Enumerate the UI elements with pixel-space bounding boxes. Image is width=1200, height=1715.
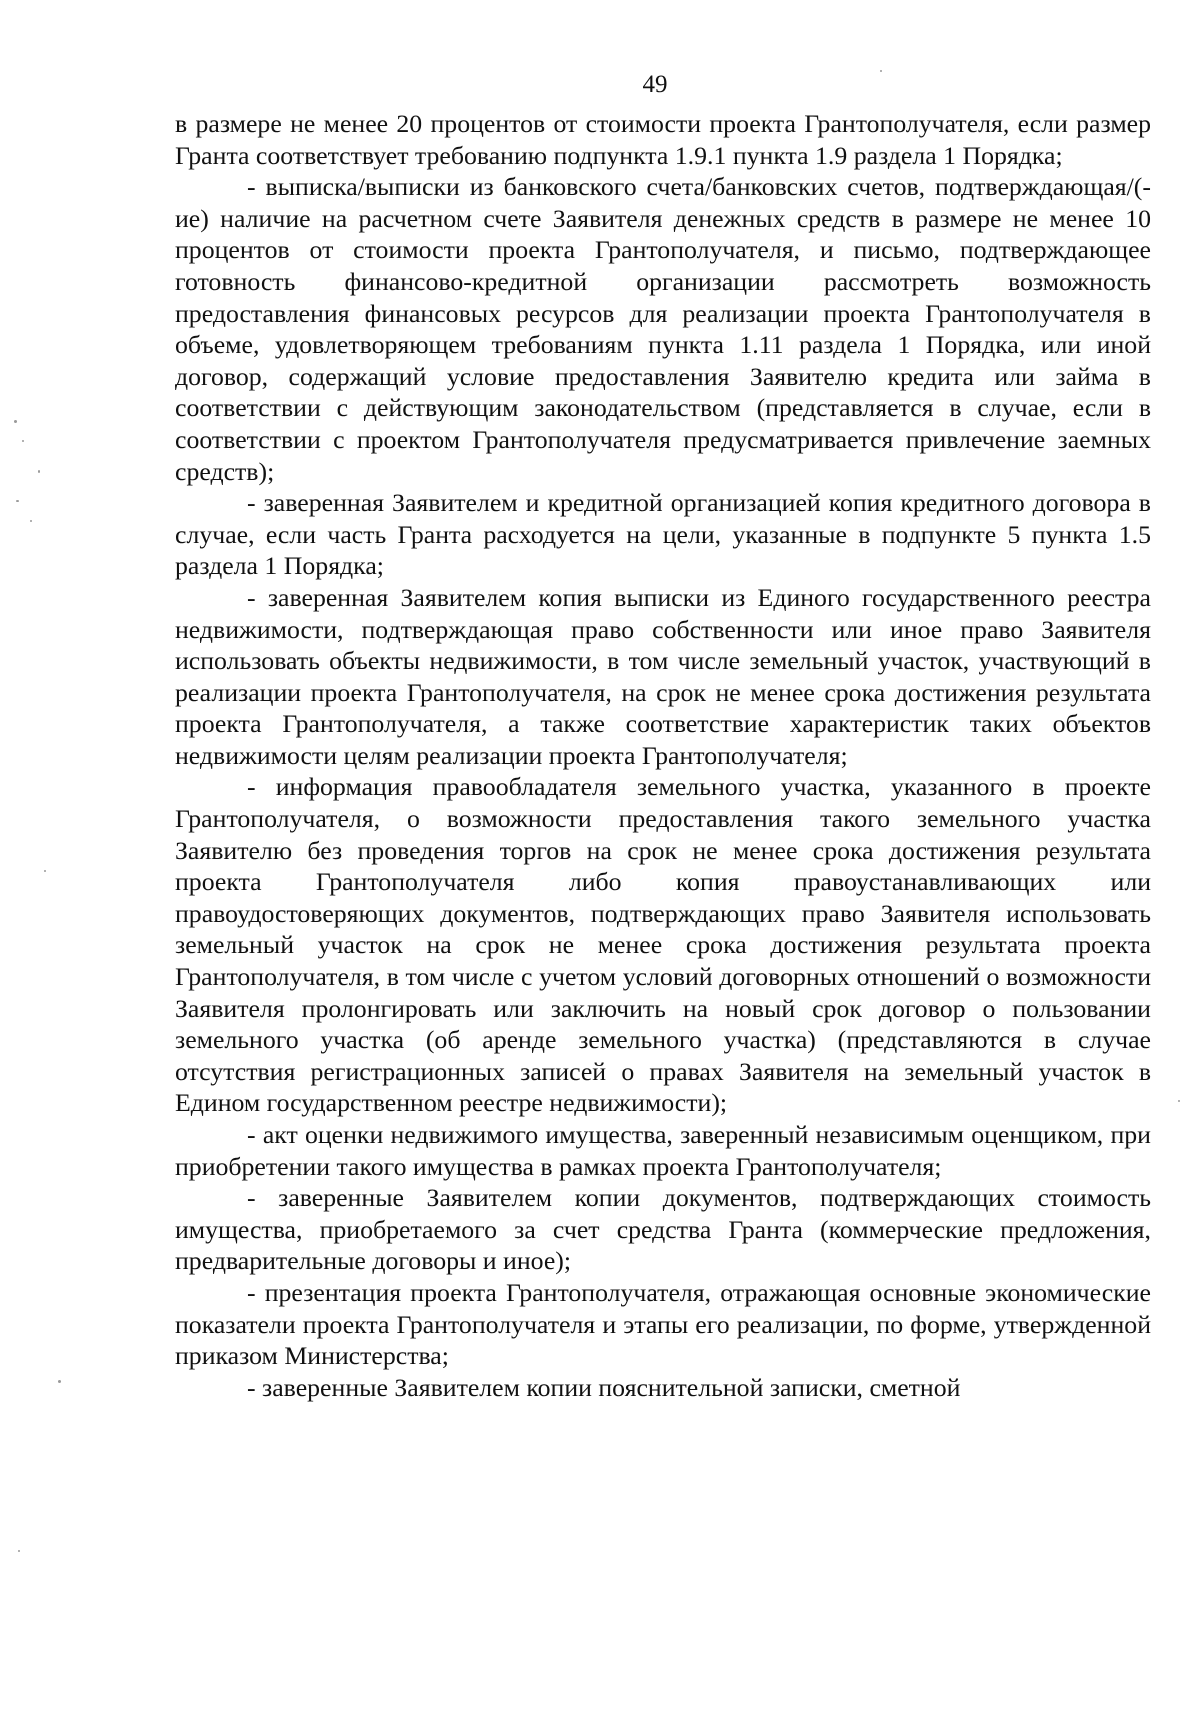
scan-speck (1178, 1100, 1180, 1102)
paragraph-9: - заверенные Заявителем копии пояснительной записки, сметной (247, 1372, 961, 1402)
paragraph-2: - выписка/выписки из банковского счета/банковских счетов, подтверждающая/(-ие) наличие на расчетном счете Заявителя денежных средств в размере не менее 10 процентов от стоимости проекта Грантополучателя, и письмо, подтверждающее готовность финансово-кредитной организации рассмотреть возможность предоставления финансовых ресурсов для реализации проекта Грантополучателя в объеме, удовлетворяющем требованиям пункта 1.11 раздела 1 Порядка, или иной договор, содержащий условие предоставления Заявителю кредита или займа в соответствии с действующим законодательством (представляется в случае, если в соответствии с проектом Грантополучателя предусматривается привлечение заемных средств); (175, 172, 1151, 486)
scan-speck (30, 520, 32, 522)
paragraph-5: - информация правообладателя земельного участка, указанного в проекте Грантополучателя, о возможности предоставления такого земельного участка Заявителю без проведения торгов на срок не менее срока достижения результата проекта Грантополучателя либо копия правоустанавливающих или правоудостоверяющих документов, подтверждающих право Заявителя использовать земельный участок на срок не менее срока достижения результата проекта Грантополучателя, в том числе с учетом условий договорных отношений о возможности Заявителя пролонгировать или заключить на новый срок договор о пользовании земельного участка (об аренде земельного участка) (представляются в случае отсутствия регистрационных записей о правах Заявителя на земельный участок в Едином государственном реестре недвижимости); (175, 772, 1151, 1118)
scan-speck (18, 1550, 20, 1552)
page-number: 49 (642, 71, 668, 98)
paragraph-4: - заверенная Заявителем копия выписки из Единого государственного реестра недвижимости, подтверждающая право собственности или иное право Заявителя использовать объекты недвижимости, в том числе земельный участок, участвующий в реализации проекта Грантополучателя, на срок не менее срока достижения результата проекта Грантополучателя, а также соответствие характеристик таких объектов недвижимости целям реализации проекта Грантополучателя; (175, 582, 1151, 770)
scan-speck (38, 470, 40, 473)
paragraph-7: - заверенные Заявителем копии документов, подтверждающих стоимость имущества, приобретаемого за счет средства Гранта (коммерческие предложения, предварительные договоры и иное); (175, 1183, 1151, 1276)
scan-speck (880, 70, 882, 72)
scan-speck (14, 420, 17, 423)
paragraph-6: - акт оценки недвижимого имущества, заверенный независимым оценщиком, при приобретении такого имущества в рамках проекта Грантополучателя; (175, 1120, 1151, 1181)
paragraph-3: - заверенная Заявителем и кредитной организацией копия кредитного договора в случае, если часть Гранта расходуется на цели, указанные в подпункте 5 пункта 1.5 раздела 1 Порядка; (175, 488, 1151, 581)
scan-speck (58, 1380, 61, 1383)
scan-speck (22, 440, 24, 442)
paragraph-1: в размере не менее 20 процентов от стоимости проекта Грантополучателя, если размер Гранта соответствует требованию подпункта 1.9.1 пункта 1.9 раздела 1 Порядка; (175, 109, 1151, 170)
document-body (175, 108, 1151, 1403)
scan-speck (44, 870, 46, 872)
scan-speck (16, 500, 19, 502)
paragraph-8: - презентация проекта Грантополучателя, отражающая основные экономические показатели проекта Грантополучателя и этапы его реализации, по форме, утвержденной приказом Министерства; (175, 1277, 1151, 1371)
